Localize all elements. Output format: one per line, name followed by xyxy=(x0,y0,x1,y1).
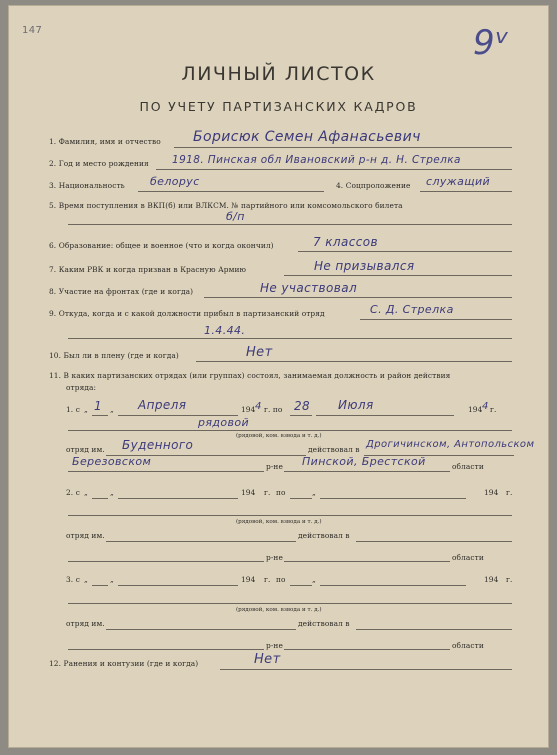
entry-1-to-day: 28 xyxy=(294,399,311,413)
entry-3-num: 3. с xyxy=(66,575,80,584)
entry-1-year-suffix: 4 xyxy=(255,401,262,412)
field-3-label: 3. Национальность xyxy=(49,181,125,190)
entry-2-num: 2. с xyxy=(66,488,80,497)
field-2-label: 2. Год и место рождения xyxy=(49,159,149,168)
field-9-label: 9. Откуда, когда и с какой должности прибыл в партизанский отряд xyxy=(49,309,325,318)
field-1-label: 1. Фамилия, имя и отчество xyxy=(49,137,161,146)
field-7-value: Не призывался xyxy=(314,259,415,273)
field-6-value: 7 классов xyxy=(313,235,378,249)
entry-1-num: 1. с xyxy=(66,405,80,414)
entry-1-region: Пинской, Брестской xyxy=(302,455,426,468)
entry-1-unit: Буденного xyxy=(122,438,194,452)
page-subtitle: ПО УЧЕТУ ПАРТИЗАНСКИХ КАДРОВ xyxy=(139,99,418,114)
field-11-label-cont: отряда: xyxy=(66,383,97,392)
entry-1-day: 1 xyxy=(94,399,103,413)
field-10-value: Нет xyxy=(246,345,273,360)
entry-1-to-month: Июля xyxy=(338,398,374,412)
archive-number: 147 xyxy=(22,25,43,36)
field-8-label: 8. Участие на фронтах (где и когда) xyxy=(49,287,194,296)
field-11-label: 11. В каких партизанских отрядах (или группах) состоял, занимаемая должность и район действия xyxy=(49,371,451,380)
field-1-value: Борисюк Семен Афанасьевич xyxy=(193,129,421,145)
field-5-label: 5. Время поступления в ВКП(б) или ВЛКСМ. № партийного или комсомольского билета xyxy=(49,201,403,210)
entry-1-action: Дрогичинском, Антопольском xyxy=(366,439,535,450)
entry-1-month: Апреля xyxy=(138,398,187,412)
field-8-value: Не участвовал xyxy=(260,281,358,295)
field-12-label: 12. Ранения и контузии (где и когда) xyxy=(49,659,199,668)
field-12-value: Нет xyxy=(254,652,281,667)
field-10-label: 10. Был ли в плену (где и когда) xyxy=(49,351,179,360)
field-2-value: 1918. Пинская обл Ивановский р-н д. Н. Стрелка xyxy=(172,154,461,166)
field-7-label: 7. Каким РВК и когда призван в Красную Армию xyxy=(49,265,247,274)
entry-1-po: г. по xyxy=(264,405,283,414)
field-6-label: 6. Образование: общее и военное (что и когда окончил) xyxy=(49,241,274,250)
form-sheet: 147 9ᵛ ЛИЧНЫЙ ЛИСТОК ПО УЧЕТУ ПАРТИЗАНСКИХ КАДРОВ 1. Фамилия, имя и отчество Борисюк Семен Афанасьевич 2. Год и место рождения 1918. Пинская обл Ивановский р-н д. Н. Стрелка 3. Национальность белорус 4. Соцпроложение служащий 5. Время поступления в ВКП(б) или ВЛКСМ. № партийного или комсомольского билета б/п 6. Образование: общее и военное (что и когда окончил) 7 классов 7. Каким РВК и когда призван в Красную Армию Не призывался 8. Участие на фронтах (где и когда) Не участвовал 9. Откуда, когда и с какой должности прибыл в партизанский отряд С. Д. Стрелка 1.4.44. 10. Был ли в плену (где и когда) Нет 11. В каких партизанских отрядах (или группах) состоял, занимаемая должность и район действия отряда: 1. с „ 1 „ Апреля 194 4 г. по 28 Июля 194 4 г. рядовой (рядовой, ком. взвода и т. д.) отряд им. Буденного действовал в Дрогичинском, Антопольском Березовском р-не Пинской, Брестской области 2. с „ „ 194 г. по „ 194 г. (рядовой, ком. взвода и т. д.) отряд им. действовал в р-не области 3. с „ „ 194 г. по „ 194 г. (рядовой, ком. взвода и т. д.) отряд им. действовал в р-не области 12. Ранения и контузии (где и когда) Нет xyxy=(8,5,549,748)
corner-mark: 9ᵛ xyxy=(473,23,510,63)
field-3-value: белорус xyxy=(150,175,200,188)
field-4-label: 4. Соцпроложение xyxy=(336,181,411,190)
entry-1-to-year-suffix: 4 xyxy=(482,401,489,412)
field-9-value-2: 1.4.44. xyxy=(204,324,246,337)
field-5-value: б/п xyxy=(226,210,245,223)
entry-1-district: Березовском xyxy=(72,455,152,468)
field-9-value: С. Д. Стрелка xyxy=(370,303,454,316)
field-4-value: служащий xyxy=(426,175,491,188)
page-title: ЛИЧНЫЙ ЛИСТОК xyxy=(181,63,376,85)
entry-1-position: рядовой xyxy=(198,416,250,429)
